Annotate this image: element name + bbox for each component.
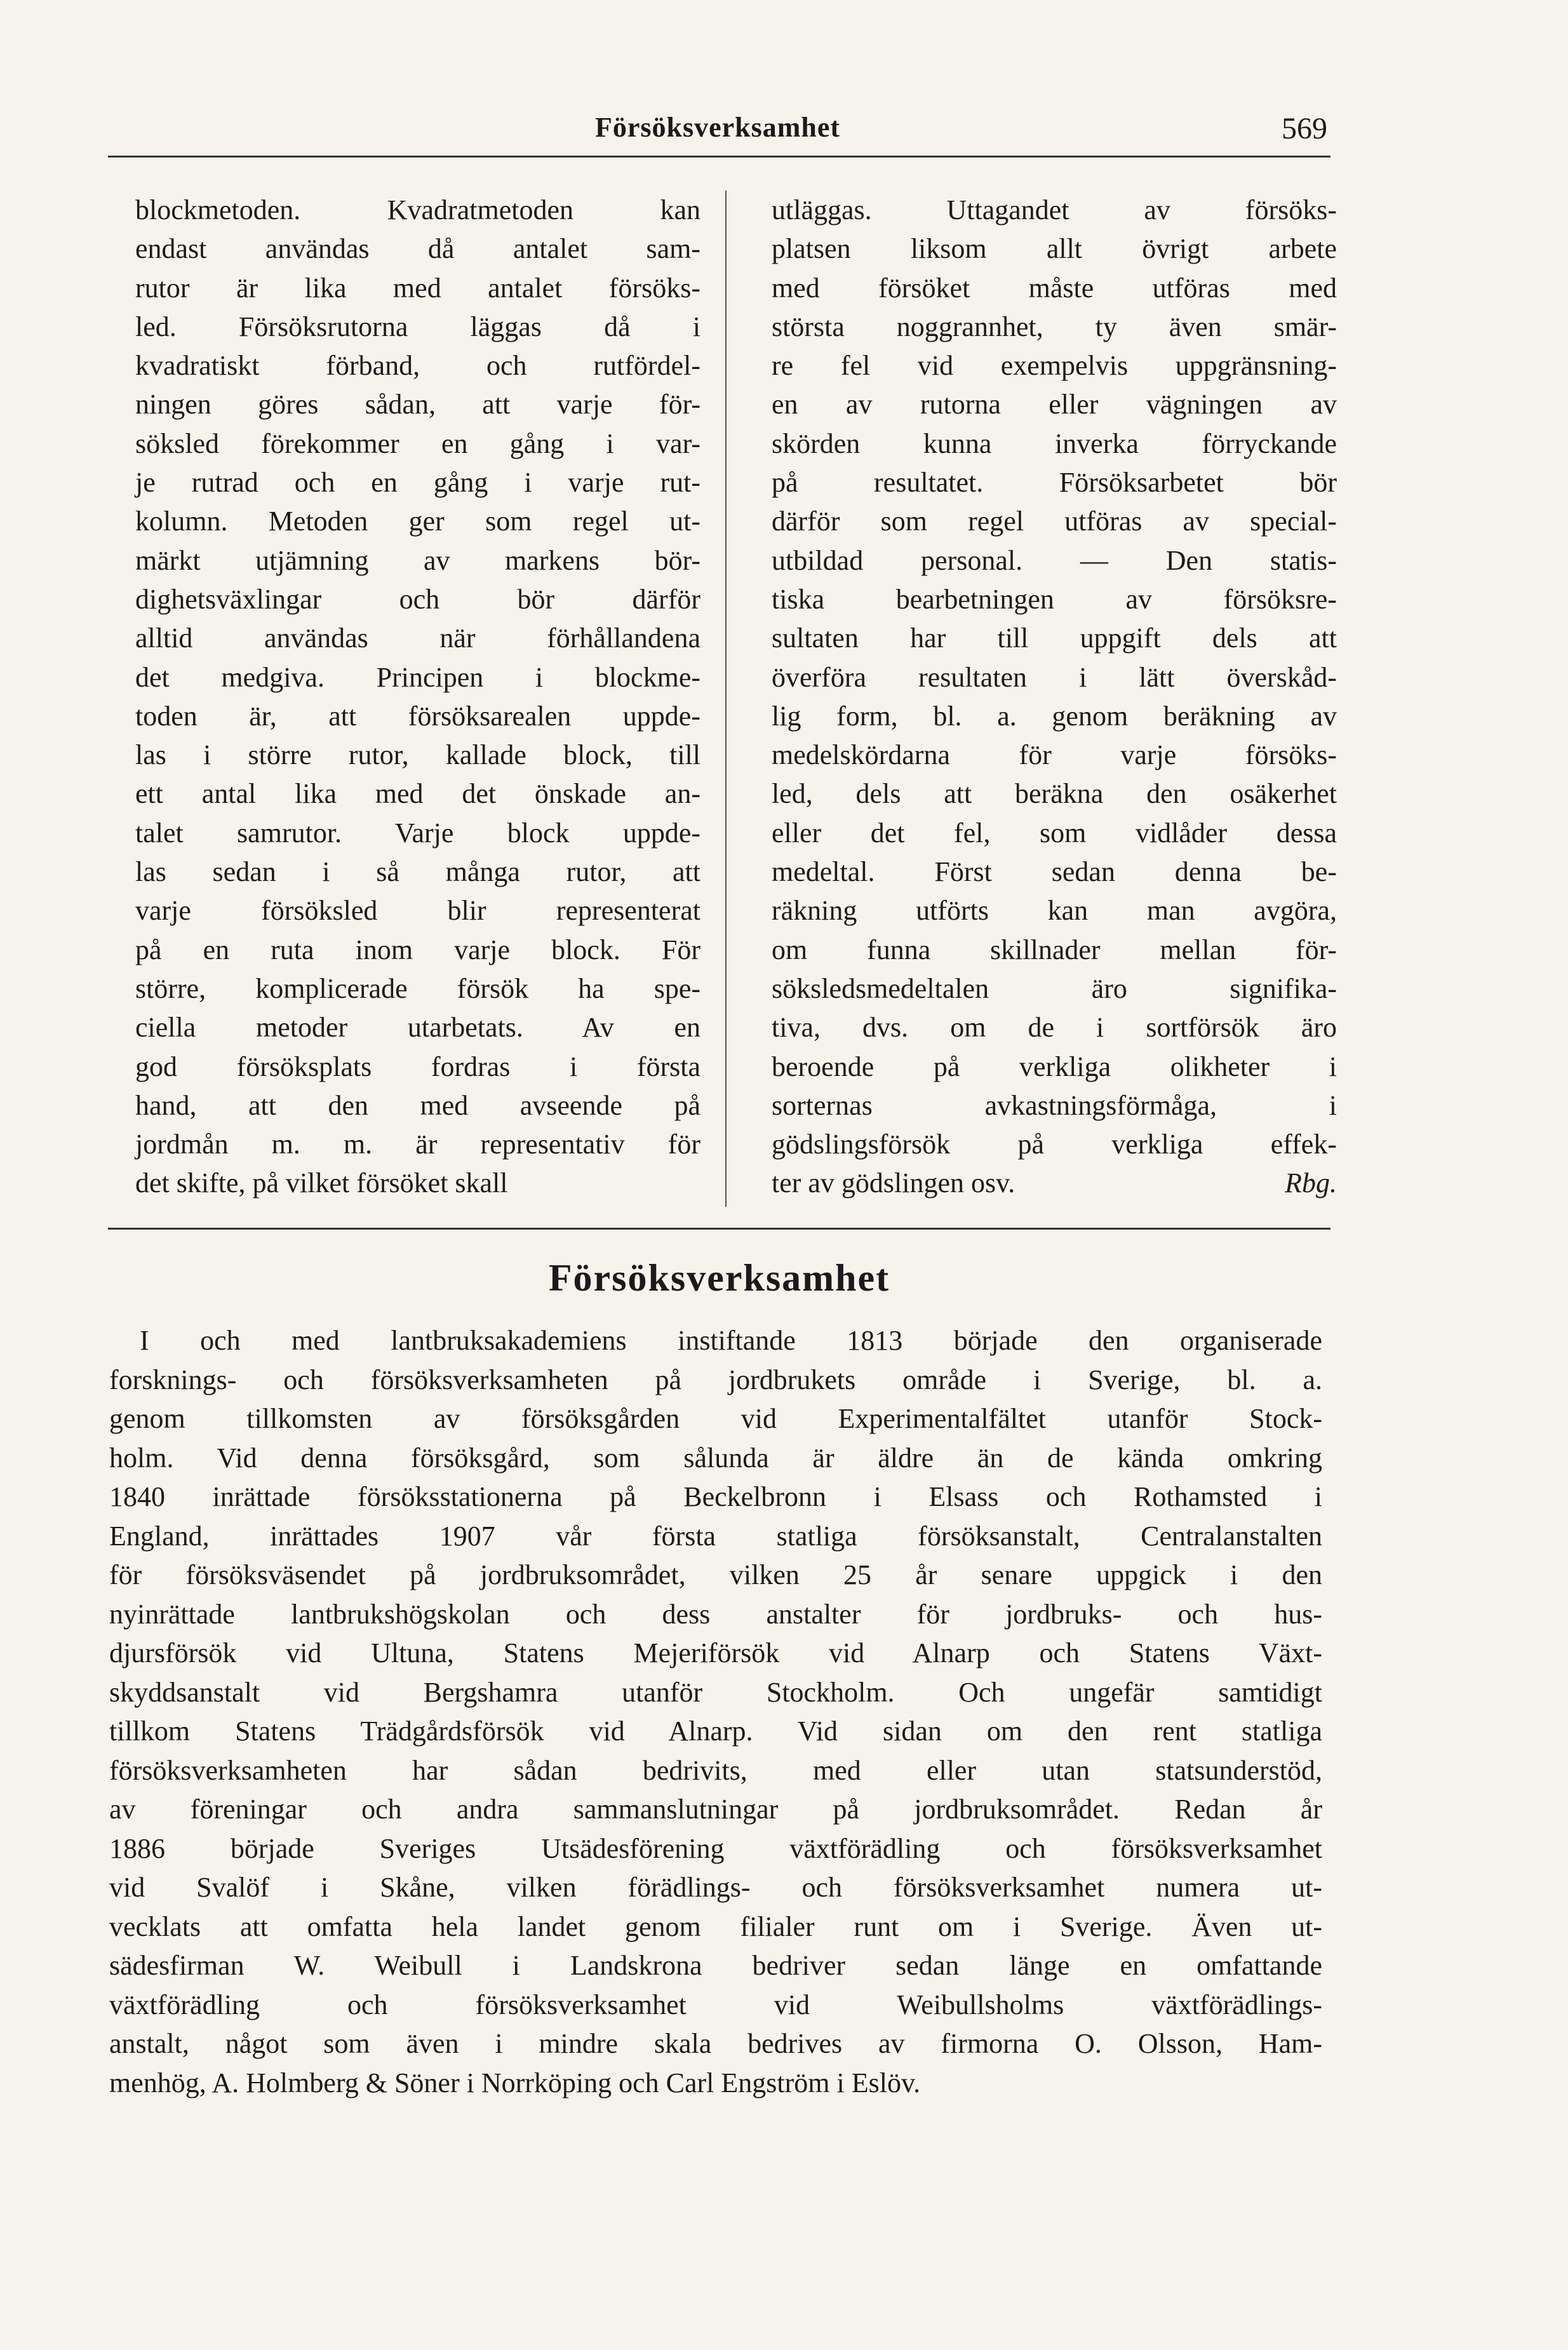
text-line: ciella metoder utarbetats. Av en xyxy=(135,1012,700,1044)
text-line: överföra resultaten i lätt överskåd- xyxy=(772,661,1337,693)
text-line: utbildad personal. — Den statis- xyxy=(772,544,1337,576)
text-line: platsen liksom allt övrigt arbete xyxy=(772,233,1337,265)
text-line: med försöket måste utföras med xyxy=(772,272,1337,304)
paragraph-line: menhög, A. Holmberg & Söner i Norrköping och Carl Engström i Eslöv. xyxy=(109,2067,921,2098)
text-line: om funna skillnader mellan för- xyxy=(772,934,1337,965)
text-line: je rutrad och en gång i varje rut- xyxy=(135,467,700,499)
text-line: varje försöksled blir representerat xyxy=(135,895,700,927)
text-line: på en ruta inom varje block. För xyxy=(135,934,700,965)
text-line: gödslingsförsök på verkliga effek- xyxy=(772,1129,1337,1160)
text-line: talet samrutor. Varje block uppde- xyxy=(135,817,700,849)
text-line: las sedan i så många rutor, att xyxy=(135,856,700,888)
paragraph-line: genom tillkomsten av försöksgården vid Experimentalfältet utanför Stock- xyxy=(109,1403,1322,1434)
text-line: en av rutorna eller vägningen av xyxy=(772,389,1337,420)
text-line: ter av gödslingen osv. xyxy=(772,1167,1015,1199)
paragraph-line: I och med lantbruksakademiens instiftande 1813 började den organiserade xyxy=(140,1325,1322,1356)
text-line: skörden kunna inverka förryckande xyxy=(772,427,1337,459)
section-body xyxy=(109,1321,1322,2102)
text-line: ett antal lika med det önskade an- xyxy=(135,778,700,810)
running-head-title: Försöksverksamhet xyxy=(594,112,841,143)
text-line: eller det fel, som vidlåder dessa xyxy=(772,817,1337,849)
text-line: jordmån m. m. är representativ för xyxy=(135,1129,700,1160)
column-divider xyxy=(725,191,727,1207)
paragraph-line: sädesfirman W. Weibull i Landskrona bedriver sedan länge en omfattande xyxy=(109,1950,1322,1981)
text-line: led. Försöksrutorna läggas då i xyxy=(135,311,700,342)
text-line: tiva, dvs. om de i sortförsök äro xyxy=(772,1012,1337,1044)
paragraph-line: forsknings- och försöksverksamheten på jordbrukets område i Sverige, bl. a. xyxy=(109,1364,1322,1395)
paragraph-line: av föreningar och andra sammanslutningar på jordbruksområdet. Redan år xyxy=(109,1794,1322,1825)
text-line: god försöksplats fordras i första xyxy=(135,1051,700,1082)
paragraph-line: England, inrättades 1907 vår första statliga försöksanstalt, Centralanstalten xyxy=(109,1520,1322,1552)
text-line: sultaten har till uppgift dels att xyxy=(772,622,1337,654)
running-head xyxy=(108,111,1327,162)
author-signature: Rbg. xyxy=(1285,1167,1337,1199)
text-line: ningen göres sådan, att varje för- xyxy=(135,389,700,420)
text-line: re fel vid exempelvis uppgränsning- xyxy=(772,350,1337,382)
text-line: räkning utförts kan man avgöra, xyxy=(772,895,1337,927)
paragraph-line: anstalt, något som även i mindre skala bedrives av firmorna O. Olsson, Ham- xyxy=(109,2028,1322,2059)
text-line: hand, att den med avseende på xyxy=(135,1089,700,1121)
text-line: las i större rutor, kallade block, till xyxy=(135,739,700,771)
text-line: medelskördarna för varje försöks- xyxy=(772,739,1337,771)
text-line: kolumn. Metoden ger som regel ut- xyxy=(135,506,700,537)
paragraph-line: tillkom Statens Trädgårdsförsök vid Alnarp. Vid sidan om den rent statliga xyxy=(109,1715,1322,1747)
left-column xyxy=(135,191,700,1203)
text-line: det skifte, på vilket försöket skall xyxy=(135,1167,508,1199)
paragraph-line: försöksverksamheten har sådan bedrivits, med eller utan statsunderstöd, xyxy=(109,1754,1322,1786)
text-line: blockmetoden. Kvadratmetoden kan xyxy=(135,194,700,225)
section-title: Försöksverksamhet xyxy=(548,1257,890,1299)
paragraph-line: 1886 började Sveriges Utsädesförening växtförädling och försöksverksamhet xyxy=(109,1832,1322,1864)
closing-line xyxy=(772,1164,1337,1202)
text-line: det medgiva. Principen i blockme- xyxy=(135,661,700,693)
text-line: söksled förekommer en gång i var- xyxy=(135,427,700,459)
paragraph-line: skyddsanstalt vid Bergshamra utanför Stockholm. Och ungefär samtidigt xyxy=(109,1676,1322,1708)
text-line: rutor är lika med antalet försöks- xyxy=(135,272,700,304)
header-rule xyxy=(108,156,1330,158)
paragraph-line: djursförsök vid Ultuna, Statens Mejeriförsök vid Alnarp och Statens Växt- xyxy=(109,1637,1322,1668)
text-line: tiska bearbetningen av försöksre- xyxy=(772,583,1337,615)
text-line: största noggrannhet, ty även smär- xyxy=(772,311,1337,342)
text-line: dighetsväxlingar och bör därför xyxy=(135,583,700,615)
page-number: 569 xyxy=(1282,112,1327,145)
paragraph-line: vid Svalöf i Skåne, vilken förädlings- och försöksverksamhet numera ut- xyxy=(109,1872,1322,1903)
text-line: större, komplicerade försök ha spe- xyxy=(135,972,700,1004)
text-line: söksledsmedeltalen äro signifika- xyxy=(772,972,1337,1004)
text-line: kvadratiskt förband, och rutfördel- xyxy=(135,350,700,382)
text-line: led, dels att beräkna den osäkerhet xyxy=(772,778,1337,810)
text-line: toden är, att försöksarealen uppde- xyxy=(135,700,700,732)
text-line: endast användas då antalet sam- xyxy=(135,233,700,265)
text-line: därför som regel utföras av special- xyxy=(772,506,1337,537)
text-line: medeltal. Först sedan denna be- xyxy=(772,856,1337,888)
paragraph-line: holm. Vid denna försöksgård, som sålunda är äldre än de kända omkring xyxy=(109,1442,1322,1474)
right-column xyxy=(772,191,1337,1203)
text-line: alltid användas när förhållandena xyxy=(135,622,700,654)
text-line: märkt utjämning av markens bör- xyxy=(135,544,700,576)
paragraph-line: nyinrättade lantbrukshögskolan och dess anstalter för jordbruks- och hus- xyxy=(109,1598,1322,1630)
text-line: lig form, bl. a. genom beräkning av xyxy=(772,700,1337,732)
paragraph-line: för försöksväsendet på jordbruksområdet, vilken 25 år senare uppgick i den xyxy=(109,1559,1322,1590)
paragraph-line: vecklats att omfatta hela landet genom filialer runt om i Sverige. Även ut- xyxy=(109,1910,1322,1942)
text-line: sorternas avkastningsförmåga, i xyxy=(772,1089,1337,1121)
text-line: utläggas. Uttagandet av försöks- xyxy=(772,194,1337,225)
text-line: beroende på verkliga olikheter i xyxy=(772,1051,1337,1082)
text-line: på resultatet. Försöksarbetet bör xyxy=(772,467,1337,499)
section-divider-rule xyxy=(108,1228,1330,1230)
paragraph-line: växtförädling och försöksverksamhet vid Weibullsholms växtförädlings- xyxy=(109,1989,1322,2020)
paragraph-line: 1840 inrättade försöksstationerna på Beckelbronn i Elsass och Rothamsted i xyxy=(109,1481,1322,1512)
